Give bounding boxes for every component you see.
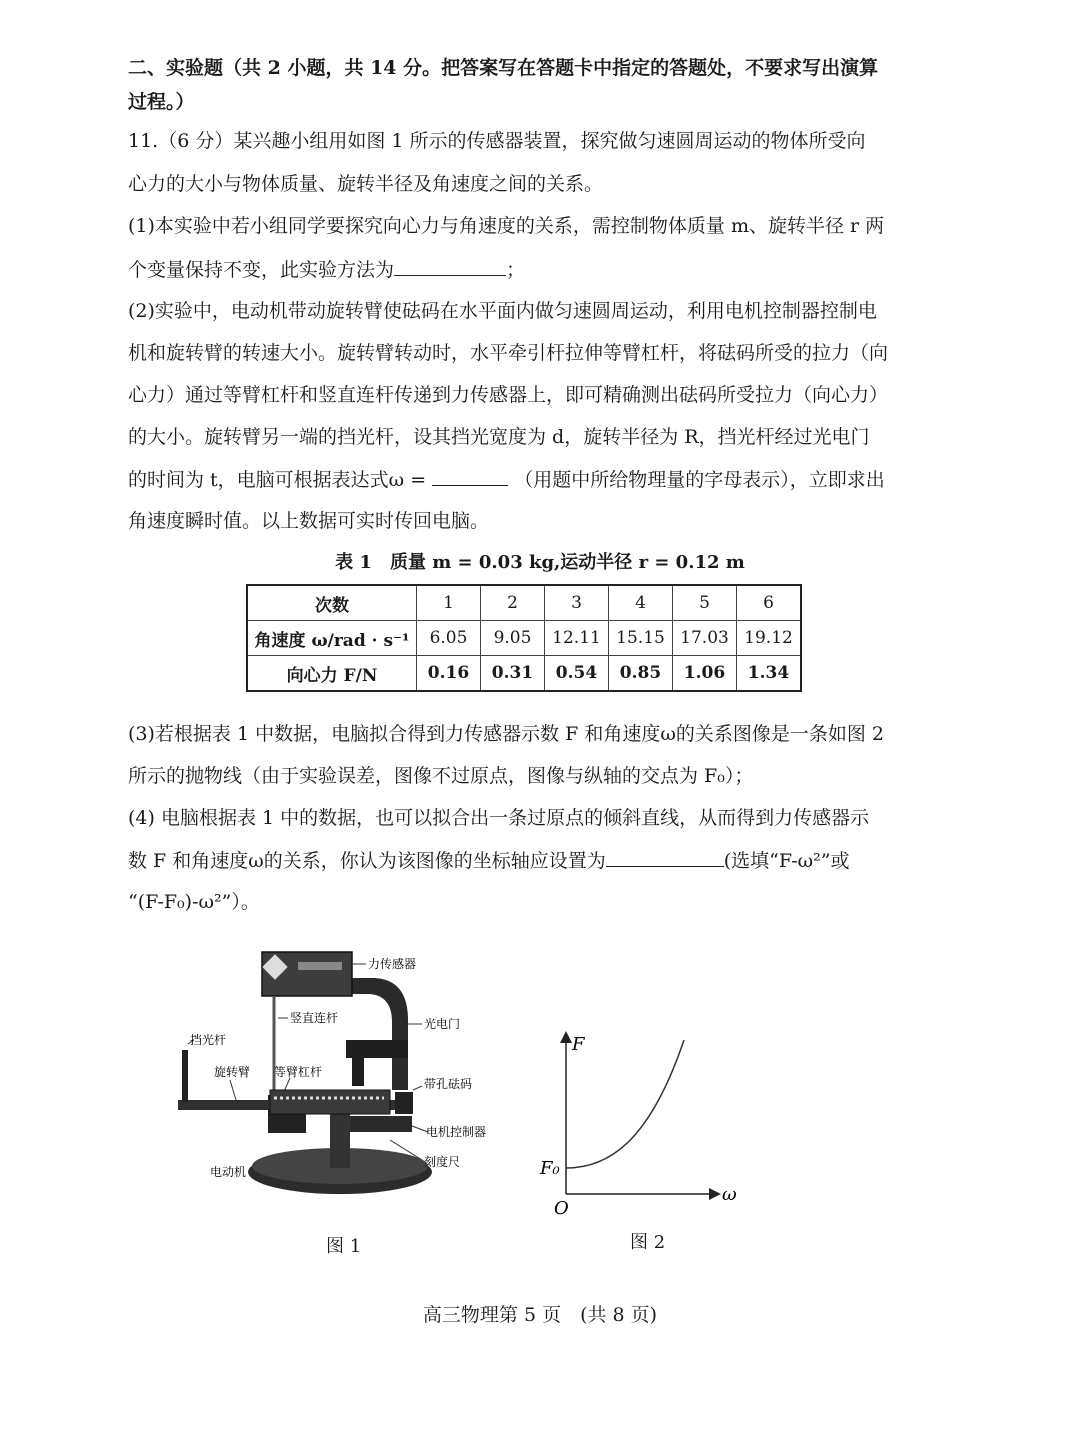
intercept-label: F₀ bbox=[540, 1158, 560, 1179]
label-weight: 带孔砝码 bbox=[424, 1077, 473, 1091]
table-caption: 表 1 质量 m = 0.03 kg,运动半径 r = 0.12 m bbox=[335, 552, 745, 573]
part3-line1: (3)若根据表 1 中数据，电脑拟合得到力传感器示数 F 和角速度ω的关系图像是一条如图 2 bbox=[128, 723, 884, 745]
data-table bbox=[246, 584, 802, 692]
figure1-caption: 图 1 bbox=[326, 1236, 362, 1257]
part4-options: (选填“F-ω²”或 bbox=[723, 850, 850, 872]
light-bar bbox=[182, 1050, 188, 1102]
omega-cell: 6.05 bbox=[417, 621, 481, 656]
part2-line4: 的大小。旋转臂另一端的挡光杆，设其挡光宽度为 d，旋转半径为 R，挡光杆经过光电门 bbox=[128, 426, 870, 448]
omega-cell: 9.05 bbox=[481, 621, 545, 656]
trial-cell: 4 bbox=[609, 585, 673, 621]
omega-cell: 19.12 bbox=[737, 621, 802, 656]
force-cell: 1.34 bbox=[737, 656, 802, 692]
answer-blank-method[interactable] bbox=[394, 255, 506, 276]
part2-line3: 心力）通过等臂杠杆和竖直连杆传递到力传感器上，即可精确测出砝码所受拉力（向心力） bbox=[128, 384, 889, 406]
force-cell: 0.16 bbox=[417, 656, 481, 692]
question-intro-line1: 11.（6 分）某兴趣小组用如图 1 所示的传感器装置，探究做匀速圆周运动的物体所受向 bbox=[128, 130, 866, 152]
label-scale: 刻度尺 bbox=[424, 1155, 461, 1169]
table-row bbox=[247, 656, 801, 692]
section-title-line1: 二、实验题（共 2 小题，共 14 分。把答案写在答题卡中指定的答题处，不要求写出演算 bbox=[128, 57, 879, 79]
y-axis-label: F bbox=[572, 1034, 585, 1055]
x-axis-label: ω bbox=[722, 1184, 737, 1205]
part1-end: ； bbox=[506, 259, 526, 281]
force-cell: 0.54 bbox=[545, 656, 609, 692]
part2-expression-tail: （用题中所给物理量的字母表示），立即求出 bbox=[514, 469, 885, 491]
weight-block bbox=[395, 1092, 413, 1114]
label-force-sensor: 力传感器 bbox=[368, 957, 417, 971]
trial-cell: 1 bbox=[417, 585, 481, 621]
part3-line2: 所示的抛物线（由于实验误差，图像不过原点，图像与纵轴的交点为 F₀）； bbox=[128, 765, 754, 787]
part1-line2 bbox=[128, 255, 525, 284]
label-lever: 等臂杠杆 bbox=[274, 1065, 323, 1079]
omega-cell: 12.11 bbox=[545, 621, 609, 656]
part2-line6: 角速度瞬时值。以上数据可实时传回电脑。 bbox=[128, 510, 490, 532]
motor-controller bbox=[350, 1116, 412, 1132]
label-controller: 电机控制器 bbox=[426, 1125, 487, 1139]
part4-line3: “(F-F₀)-ω²”）。 bbox=[128, 891, 260, 913]
omega-row-label: 角速度 ω/rad · s⁻¹ bbox=[247, 621, 417, 656]
label-light-bar: 挡光杆 bbox=[190, 1033, 227, 1047]
trial-cell: 2 bbox=[481, 585, 545, 621]
omega-cell: 17.03 bbox=[673, 621, 737, 656]
trial-cell: 3 bbox=[545, 585, 609, 621]
force-cell: 1.06 bbox=[673, 656, 737, 692]
answer-blank-omega[interactable] bbox=[432, 465, 508, 486]
trial-cell: 5 bbox=[673, 585, 737, 621]
part1-text: 个变量保持不变，此实验方法为 bbox=[128, 259, 395, 281]
page-footer: 高三物理第 5 页 (共 8 页) bbox=[422, 1304, 658, 1326]
omega-cell: 15.15 bbox=[609, 621, 673, 656]
part2-expression-text: 的时间为 t，电脑可根据表达式ω = bbox=[128, 469, 427, 491]
part4-line2 bbox=[128, 846, 849, 875]
section-title-line2: 过程。） bbox=[128, 91, 195, 113]
table-row bbox=[247, 585, 801, 621]
trial-cell: 6 bbox=[737, 585, 802, 621]
table-row bbox=[247, 621, 801, 656]
part1-line1: (1)本实验中若小组同学要探究向心力与角速度的关系，需控制物体质量 m、旋转半径 r 两 bbox=[128, 215, 885, 237]
label-motor: 电动机 bbox=[210, 1165, 247, 1179]
force-row-label: 向心力 F/N bbox=[247, 656, 417, 692]
parabola-curve bbox=[566, 1040, 684, 1168]
scale-bar bbox=[270, 1090, 390, 1114]
force-cell: 0.31 bbox=[481, 656, 545, 692]
answer-blank-axes[interactable] bbox=[606, 846, 724, 867]
question-intro-line2: 心力的大小与物体质量、旋转半径及角速度之间的关系。 bbox=[128, 173, 604, 195]
label-rotating-arm: 旋转臂 bbox=[214, 1065, 251, 1079]
part2-line1: (2)实验中，电动机带动旋转臂使砝码在水平面内做匀速圆周运动，利用电机控制器控制电 bbox=[128, 300, 877, 322]
part2-line2: 机和旋转臂的转速大小。旋转臂转动时，水平牵引杆拉伸等臂杠杆，将砝码所受的拉力（向 bbox=[128, 342, 889, 364]
part4-line1: (4) 电脑根据表 1 中的数据，也可以拟合出一条过原点的倾斜直线，从而得到力传感器示 bbox=[128, 807, 870, 829]
table-header-cell: 次数 bbox=[247, 585, 417, 621]
apparatus-illustration bbox=[170, 940, 520, 1210]
part2-line5 bbox=[128, 465, 885, 494]
force-cell: 0.85 bbox=[609, 656, 673, 692]
label-photogate: 光电门 bbox=[424, 1017, 461, 1031]
force-omega-graph bbox=[530, 1020, 760, 1220]
part4-text: 数 F 和角速度ω的关系，你认为该图像的坐标轴应设置为 bbox=[128, 850, 606, 872]
origin-label: O bbox=[554, 1198, 569, 1219]
label-vertical-rod: 竖直连杆 bbox=[290, 1011, 339, 1025]
figure2-caption: 图 2 bbox=[630, 1232, 666, 1253]
photogate bbox=[346, 1040, 408, 1058]
